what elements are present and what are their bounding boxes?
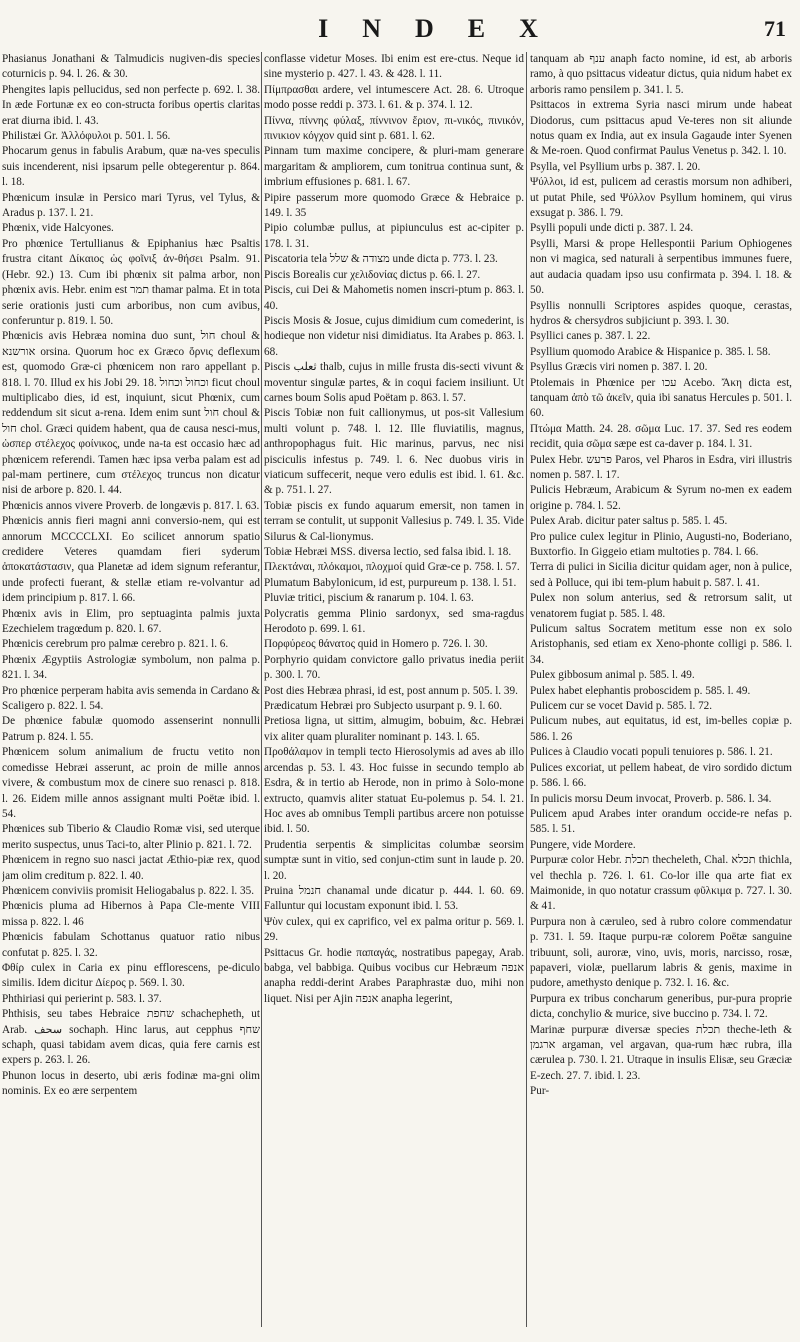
index-entry: Phœnix avis in Elim, pro septuaginta palmis juxta Ezechielem tragœdum p. 820. l. 67.	[2, 607, 260, 636]
index-entry: tanquam ab ענף anaph facto nomine, id est, ab arboris ramo, à quo psittacus videatur dictus, quia nidum habet ex arboris ramo pensilem p. 341. l. 5.	[530, 53, 792, 96]
index-entry: Pinnam tum maxime concipere, & pluri-mam generare margaritam & ampliorem, cum tonitrua continua sunt, & imbrium effusiones p. 681. l. 67.	[264, 145, 524, 189]
column-divider	[261, 52, 262, 1327]
column-divider	[526, 52, 527, 1327]
index-entry: Phunon locus in deserto, ubi æris fodinæ ma-gni olim nominis. Ex eo ære serpentem	[2, 1069, 260, 1098]
index-entry: Phengites lapis pellucidus, sed non perfecte p. 692. l. 38. In æde Fortunæ ex eo con-structa foribus opertis claritas erat diurna ibid. l. 43.	[2, 83, 260, 127]
index-entry: De phœnice fabulæ quomodo assenserint nonnulli Patrum p. 824. l. 55.	[2, 715, 260, 743]
index-entry: Piscis Tobiæ non fuit callionymus, ut pos-sit Vallesium multi volunt p. 748. l. 12. Ille fluviatilis, magnus, anthropophagus fuit. Hic marinus, parvus, nec nisi pisciculis infestus p. 749. l. 6. Nec duobus viris in viaticum suffecerit, neque vero edulis est ibid. l. 61. &c. & p. 751. l. 27.	[264, 407, 524, 497]
index-entry: Porphyrio quidam convictore gallo privatus inedia periit p. 300. l. 70.	[264, 653, 524, 682]
index-entry: Piscis Borealis cur χελιδονίας dictus p. 66. l. 27.	[264, 268, 481, 281]
index-entry: Psyllium quomodo Arabice & Hispanice p. 385. l. 58.	[530, 345, 771, 358]
index-entry: Psylli populi unde dicti p. 387. l. 24.	[530, 222, 694, 235]
index-entry: Pulicis Hebræum, Arabicum & Syrum no-men ex eadem origine p. 784. l. 52.	[530, 484, 792, 512]
index-entry: Pulex habet elephantis proboscidem p. 585. l. 49.	[530, 684, 751, 697]
index-column-3	[530, 52, 792, 1332]
index-entry: Pulices excoriat, ut pellem habeat, de viro sordido dictum p. 586. l. 66.	[530, 761, 792, 790]
page-title: INDEX	[318, 14, 572, 43]
index-entry: Tobiæ Hebræi MSS. diversa lectio, sed falsa ibid. l. 18.	[264, 546, 512, 558]
index-entry: In pulicis morsu Deum invocat, Proverb. p. 586. l. 34.	[530, 792, 772, 805]
index-entry: Piscis Mosis & Josue, cujus dimidium cum comederint, is hodieque non videtur nisi dimidiatus. Ita Arabes p. 863. l. 68.	[264, 314, 524, 358]
index-entry: Πίννα, πίννης φύλαξ, πίννινον ἔριον, πι-νικός, πινικόν, πινικιον κόγχον quid sint p. 681. l. 62.	[264, 114, 524, 143]
index-entry: Post dies Hebræa phrasi, id est, post annum p. 505. l. 39.	[264, 684, 518, 697]
index-entry: conflasse videtur Moses. Ibi enim est ere-ctus. Neque id sine mysterio p. 427. l. 43. & 428. l. 11.	[264, 53, 524, 81]
index-column-1	[2, 52, 260, 1332]
index-entry: Psyllici canes p. 387. l. 22.	[530, 330, 651, 343]
index-entry: Πτώμα Matth. 24. 28. σῶμα Luc. 17. 37. Sed res eodem recidit, quia σῶμα sæpe est ca-daver p. 184. l. 31.	[530, 422, 792, 451]
index-entry: Plumatum Babylonicum, id est, purpureum p. 138. l. 51.	[264, 576, 517, 589]
index-entry: Psyllus Græcis viri nomen p. 387. l. 20.	[530, 361, 708, 374]
index-entry: Purpura non à cæruleo, sed à rubro colore commendatur p. 731. l. 59. Itaque purpu-ræ colorem Poëtæ sanguine tribuunt, soli, auroræ, vino, uvis, moris, narcisso, rosæ, papaveri, violæ, puellarum labris & genis, maxime in pudore, amethysto denique p. 732. l. 16. &c.	[530, 915, 792, 990]
index-entry: Philistæi Gr. Ἀλλόφυλοι p. 501. l. 56.	[2, 130, 171, 143]
index-entry: Pulex Hebr. פרעש Paros, vel Pharos in Esdra, viri illustris nomen p. 587. l. 17.	[530, 453, 792, 481]
index-entry: Pulex non solum anterius, sed & retrorsum salit, ut venatorem fugiat p. 585. l. 48.	[530, 592, 792, 620]
index-entry: Phœnix, vide Halcyones.	[2, 222, 114, 235]
index-entry: Phthisis, seu tabes Hebraice שחפת schachepheth, ut Arab. سحف sochaph. Hinc larus, aut cepphus שחף schaph, quasi tabidam avem dicas, quia fere carnis est expers p. 263. l. 26.	[2, 1008, 260, 1067]
index-entry: Terra di pulici in Sicilia dicitur quidam ager, non à pulice, sed à Polluce, qui ibi tem-plum habuit p. 587. l. 41.	[530, 561, 792, 589]
index-entry: Ψὺν culex, qui ex caprifico, vel ex palma oritur p. 569. l. 29.	[264, 915, 524, 944]
index-column-2	[264, 52, 524, 1332]
index-entry: Pro pulice culex legitur in Plinio, Augusti-no, Boderiano, Buxtorfio. In Giggeio etiam multoties p. 784. l. 66.	[530, 530, 792, 558]
index-entry: Tobiæ piscis ex fundo aquarum emersit, non tamen in terram se contulit, ut supponit Vallesius p. 749. l. 35. Vide Silurus & Cal-lionymus.	[264, 499, 524, 543]
index-entry: Piscis, cui Dei & Mahometis nomen inscri-ptum p. 863. l. 40.	[264, 284, 524, 312]
index-entry: Pur-	[530, 1085, 550, 1098]
index-entry: Ψύλλοι, id est, pulicem ad cerastis morsum non adhiberi, ut putat Phile, sed Ψύλλον Psyllum hominem, qui virus exsugat p. 386. l. 79.	[530, 176, 792, 220]
index-entry: Φθίρ culex in Caria ex pinu efflorescens, pe-diculo similis. Idem dicitur Δίερος p. 569. l. 30.	[2, 961, 260, 990]
index-entry: Pulicum saltus Socratem metitum esse non ex solo Aristophanis, sed etiam ex Xeno-phonte colligi p. 586. l. 34.	[530, 623, 792, 666]
index-entry: Piscis ثعلب thalb, cujus in mille frusta dis-secti vivunt & moventur singulæ partes, & in coqui faciem insiliunt. Ut carnes boum Solis apud Poëtam p. 863. l. 57.	[264, 361, 524, 404]
index-entry: Προθάλαμον in templi tecto Hierosolymis ad aves ab illo arcendas p. 53. l. 43. Hoc fuisse in secundo templo ab Esdra, & in tertio ab Herode, non in primo à Solo-mone extructo, quamvis aliter statuat Eu-polemus p. 54. l. 21. Hoc aves ab omnibus Templi partibus arcere non potuisse ibid. l. 50.	[264, 746, 524, 836]
index-entry: Pretiosa ligna, ut sittim, almugim, bobuim, &c. Hebræi vix aliter quam pluraliter nominant p. 143. l. 65.	[264, 715, 524, 743]
index-entry: Psittacos in extrema Syria nasci mirum unde habeat Diodorus, cum psittacus apud Ve-teres non sit aliunde notus quam ex India, aut ex insula Gagaude inter Syenen & Me-roen. Quod confirmat Paulus Venetus p. 342. l. 10.	[530, 99, 792, 158]
index-entry: Psittacus Gr. hodie παπαγάς, nostratibus papegay, Arab. babga, vel babbiga. Quibus vocibus cur Hebræum אנפה anapha reddi-derint Arabes Paraphrastæ duo, mihi non liquet. Nisi per Ajin אנפה anapha legerint,	[264, 946, 524, 1005]
index-entry: Pulex gibbosum animal p. 585. l. 49.	[530, 669, 695, 682]
index-entry: Ptolemais in Phœnice per עכו Acebo. Ἄκη dicta est, tanquam ἀπὸ τῶ ἀκεῖν, quia ibi sanatus Hercules p. 501. l. 60.	[530, 376, 792, 420]
index-entry: Phœnicis cerebrum pro palmæ cerebro p. 821. l. 6.	[2, 638, 229, 651]
index-entry: Phœnicis avis Hebræa nomina duo sunt, חול choul & אורשנא orsina. Quorum hoc ex Græco ὄρνις deflexum est, quomodo Græ-ci phœnicem non raro appellant p. 818. l. 70. Illud ex his Jobi 29. 18. וכחול וכחול ficut choul multiplicabo dies, id est, inquiunt, sicut Phœnix, cum reddendum sit sicut a-rena. Idem enim sunt חול choul & חול chol. Græci quidem habent, qua de causa nesci-mus, ὡσπερ στέλεχος φοίνικος, unde na-ta est occasio hæc ad phœnicem referendi. Tamen hæc ipsa verba palam est ad pal-mam pertinere, cum στέλεχος truncus non dicatur nisi de arbore p. 820. l. 44.	[2, 330, 260, 497]
index-entry: Pulicem cur se vocet David p. 585. l. 72.	[530, 700, 713, 713]
index-entry: Pro phœnice perperam habita avis semenda in Cardano & Scaligero p. 822. l. 54.	[2, 684, 260, 713]
index-entry: Psyllis nonnulli Scriptores aspides quoque, cerastas, hydros & chersydros subjiciunt p. 393. l. 30.	[530, 299, 792, 327]
index-entry: Pulicum nubes, aut equitatus, id est, im-belles copiæ p. 586. l. 26	[530, 715, 792, 743]
index-entry: Pulex Arab. dicitur pater saltus p. 585. l. 45.	[530, 515, 728, 528]
index-entry: Phœnicis annos vivere Proverb. de longævis p. 817. l. 63.	[2, 499, 260, 512]
index-entry: Pungere, vide Mordere.	[530, 838, 636, 851]
index-entry: Pruina חנמל chanamal unde dicatur p. 444. l. 60. 69. Falluntur qui locustam exponunt ibid. l. 53.	[264, 884, 524, 913]
index-entry: Phœnicem in regno suo nasci jactat Æthio-piæ rex, quod jam olim creditum p. 822. l. 40.	[2, 854, 260, 882]
running-head	[0, 8, 800, 48]
index-entry: Psylli, Marsi & prope Hellespontii Parium Ophiogenes non vi magica, sed naturali à serpentibus immunes fuere, aut audacia quadam ipso usu confirmata p. 394. l. 18. & 50.	[530, 237, 792, 297]
index-entry: Phasianus Jonathani & Talmudicis nugiven-dis species coturnicis p. 94. l. 26. & 30.	[2, 53, 260, 81]
index-entry: Pluviæ tritici, piscium & ranarum p. 104. l. 63.	[264, 592, 474, 605]
index-entry: Psylla, vel Psyllium urbs p. 387. l. 20.	[530, 160, 701, 173]
index-entry: Phœnicis annis fieri magni anni conversio-nem, qui est annorum MCCCCLXI. Eo scilicet annorum spatio credidere Veteres quamdam fieri syderum ἀποκατάστασιν, qua Planetæ ad idem signum referantur, unde profecti fuerant, & stellæ etiam re-volvantur ad idem principium p. 817. l. 66.	[2, 515, 260, 605]
index-entry: Prædicatum Hebræi pro Subjecto usurpant p. 9. l. 60.	[264, 700, 503, 713]
index-entry: Πλεκτάναι, πλόκαμοι, πλοχμοί quid Græ-ce p. 758. l. 57.	[264, 561, 520, 574]
index-entry: Phœnicem solum animalium de fructu vetito non comedisse Hebræi asserunt, ac proin de mille annos vivere, & combustum mox de cinere suo renasci p. 818. l. 26. Eidem mille annos assignant multi Poëtæ ibid. l. 54.	[2, 746, 260, 820]
index-entry: Phocarum genus in fabulis Arabum, quæ na-ves speculis suis incenderent, nisi ipsarum pelle obtegerentur p. 864. l. 18.	[2, 145, 260, 189]
index-entry: Pipio columbæ pullus, at pipiunculus est ac-cipiter p. 178. l. 31.	[264, 222, 524, 250]
index-entry: Pulices à Claudio vocati populi tenuiores p. 586. l. 21.	[530, 746, 773, 759]
index-entry: Polycratis gemma Plinio sardonyx, sed sma-ragdus Herodoto p. 699. l. 61.	[264, 607, 524, 636]
index-entry: Phœnicem conviviis promisit Heliogabalus p. 822. l. 35.	[2, 884, 255, 897]
page-number: 71	[764, 16, 786, 41]
index-entry: Πίμπρασθαι ardere, vel intumescere Act. 28. 6. Utroque modo posse reddi p. 373. l. 61. & p. 374. l. 12.	[264, 83, 524, 112]
index-entry: Phœnicum insulæ in Persico mari Tyrus, vel Tylus, & Aradus p. 137. l. 21.	[2, 191, 260, 220]
index-entry: Phœnicis pluma ad Hibernos à Papa Cle-mente VIII missa p. 822. l. 46	[2, 900, 260, 928]
index-entry: Marinæ purpuræ diversæ species תכלת theche-leth & ארגמן argaman, vel argavan, qua-rum hæc rubra, illa cærulea p. 730. l. 21. Utraque in insulis Elisæ, seu Græciæ E-zech. 27. 7. ibid. l. 23.	[530, 1023, 792, 1082]
index-entry: Pro phœnice Tertullianus & Epiphanius hæc Psaltis frustra citant Δίκαιος ὡς φοῖνιξ ἀν-θήσει Psalm. 91. (Hebr. 92.) 13. Cum ibi phœnix sit palma arbor, non phœnix avis. Hebr. enim est תמר thamar palma. Et in tota serie orationis justi cum arboribus, non cum avibus, conferuntur p. 819. l. 50.	[2, 237, 260, 327]
index-entry: Purpuræ color Hebr. תכלת thecheleth, Chal. תכלא thichla, vel thechla p. 726. l. 61. Co-lor ille qua arte fiat ex Maimonide, in quo notatur crassum φῦλκιμα p. 727. l. 30. & 41.	[530, 854, 792, 913]
index-entry: Piscatoria tela מצודה & שלל unde dicta p. 773. l. 23.	[264, 253, 498, 266]
index-entry: Purpura ex tribus concharum generibus, pur-pura proprie dicta, conchylio & murice, sive buccino p. 734. l. 72.	[530, 992, 792, 1021]
index-entry: Phœnix Ægyptiis Astrologiæ symbolum, non palma p. 821. l. 34.	[2, 653, 260, 682]
index-entry: Πορφύρεος θάνατος quid in Homero p. 726. l. 30.	[264, 638, 488, 651]
index-entry: Prudentia serpentis & simplicitas columbæ seorsim sumptæ sunt in vitio, sed conjun-ctim sunt in laude p. 20. l. 20.	[264, 838, 524, 882]
index-entry: Pipire passerum more quomodo Græce & Hebraice p. 149. l. 35	[264, 191, 524, 220]
index-entry: Phthiriasi qui perierint p. 583. l. 37.	[2, 992, 162, 1005]
index-entry: Pulicem apud Arabes inter orandum occide-re nefas p. 585. l. 51.	[530, 807, 792, 836]
index-entry: Phœnicis fabulam Schottanus quatuor ratio nibus confutat p. 825. l. 32.	[2, 931, 260, 959]
index-entry: Phœnices sub Tiberio & Claudio Romæ visi, sed uterque merito suspectus, unus Taci-to, alter Plinio p. 821. l. 72.	[2, 823, 260, 851]
